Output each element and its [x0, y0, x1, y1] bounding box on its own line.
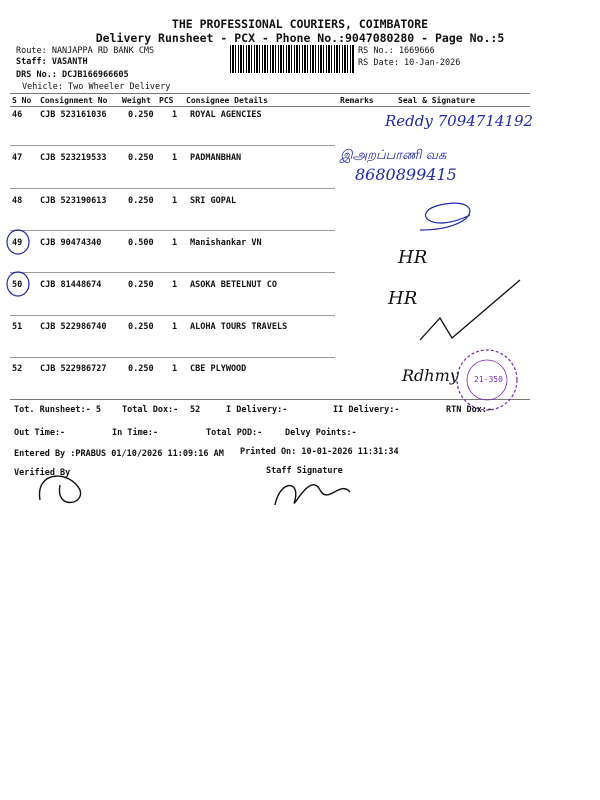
rs-date: RS Date: 10-Jan-2026: [358, 58, 461, 68]
circle-mark-50: [7, 272, 29, 296]
row-pcs: 1: [172, 153, 178, 163]
row-consignee: ALOHA TOURS TRAVELS: [190, 322, 288, 332]
row-sno: 51: [12, 322, 23, 332]
entered-by: Entered By :PRABUS 01/10/2026 11:09:16 AM: [14, 449, 224, 459]
staff-signature-scribble: [275, 485, 350, 505]
col-consignment: Consignment No: [40, 96, 108, 105]
handwriting-row52: Rdhmy: [402, 366, 459, 385]
col-consignee: Consignee Details: [186, 96, 268, 105]
ii-delivery: II Delivery:-: [333, 405, 400, 415]
staff-label: Staff: VASANTH: [16, 57, 88, 67]
row-sno: 48: [12, 196, 23, 206]
row-weight: 0.250: [128, 153, 154, 163]
row-consignment: CJB 90474340: [40, 238, 102, 248]
row-consignment: CJB 523219533: [40, 153, 107, 163]
delvy-points: Delvy Points:-: [285, 428, 357, 438]
row-consignee: ASOKA BETELNUT CO: [190, 280, 277, 290]
row-sno: 49: [12, 238, 23, 248]
row-sno: 47: [12, 153, 23, 163]
row-consignee: SRI GOPAL: [190, 196, 237, 206]
row-weight: 0.250: [128, 196, 154, 206]
vehicle-label: Vehicle: Two Wheeler Delivery: [22, 82, 171, 92]
company-title: THE PROFESSIONAL COURIERS, COIMBATORE: [171, 17, 429, 31]
total-runsheet: Tot. Runsheet:- 5: [14, 405, 101, 415]
row-pcs: 1: [172, 364, 178, 374]
runsheet-subtitle: Delivery Runsheet - PCX - Phone No.:9047080280 - Page No.:5: [95, 31, 505, 45]
row-weight: 0.500: [128, 238, 154, 248]
stamp-text: 21-350: [474, 375, 503, 384]
row-sno: 52: [12, 364, 23, 374]
col-weight: Weight: [122, 96, 151, 105]
total-dox-value: 52: [190, 405, 201, 415]
row-pcs: 1: [172, 280, 178, 290]
total-dox-label: Total Dox:-: [122, 405, 179, 415]
signature-row51: [420, 280, 520, 340]
row-pcs: 1: [172, 238, 178, 248]
row-weight: 0.250: [128, 322, 154, 332]
row-consignee: Manishankar VN: [190, 238, 262, 248]
col-seal: Seal & Signature: [398, 96, 476, 105]
handwriting-row46: Reddy 7094714192: [385, 112, 534, 130]
printed-on: Printed On: 10-01-2026 11:31:34: [240, 447, 399, 457]
col-pcs: PCS: [159, 96, 174, 105]
out-time: Out Time:-: [14, 428, 66, 438]
handwriting-row47-b: 8680899415: [355, 165, 457, 184]
row-sno: 50: [12, 280, 23, 290]
rtn-dox: RTN Dox:-: [446, 405, 493, 415]
handwriting-row50: HR: [388, 288, 418, 309]
verified-by: Verified By: [14, 468, 71, 478]
circle-mark-49: [7, 230, 29, 254]
row-pcs: 1: [172, 196, 178, 206]
drs-label: DRS No.: DCJB166966605: [16, 70, 129, 80]
row-consignment: CJB 522986740: [40, 322, 107, 332]
row-weight: 0.250: [128, 110, 154, 120]
rs-number: RS No.: 1669666: [358, 46, 435, 56]
signature-row48: [420, 203, 470, 230]
handwriting-row47-a: இஅறப்பாணி வக: [340, 148, 447, 163]
verified-signature: [40, 476, 81, 502]
total-pod: Total POD:-: [206, 428, 263, 438]
row-sno: 46: [12, 110, 23, 120]
row-pcs: 1: [172, 110, 178, 120]
in-time: In Time:-: [112, 428, 159, 438]
i-delivery: I Delivery:-: [226, 405, 288, 415]
col-remarks: Remarks: [340, 96, 374, 105]
row-consignment: CJB 523190613: [40, 196, 107, 206]
row-weight: 0.250: [128, 280, 154, 290]
route-label: Route: NANJAPPA RD BANK CMS: [16, 46, 155, 56]
staff-signature-label: Staff Signature: [266, 466, 343, 476]
row-consignee: PADMANBHAN: [190, 153, 242, 163]
col-sno: S No: [12, 96, 32, 105]
row-consignment: CJB 523161036: [40, 110, 107, 120]
row-pcs: 1: [172, 322, 178, 332]
row-consignment: CJB 81448674: [40, 280, 102, 290]
row-consignment: CJB 522986727: [40, 364, 107, 374]
row-consignee: CBE PLYWOOD: [190, 364, 247, 374]
handwriting-row49: HR: [398, 247, 428, 268]
row-weight: 0.250: [128, 364, 154, 374]
row-consignee: ROYAL AGENCIES: [190, 110, 262, 120]
